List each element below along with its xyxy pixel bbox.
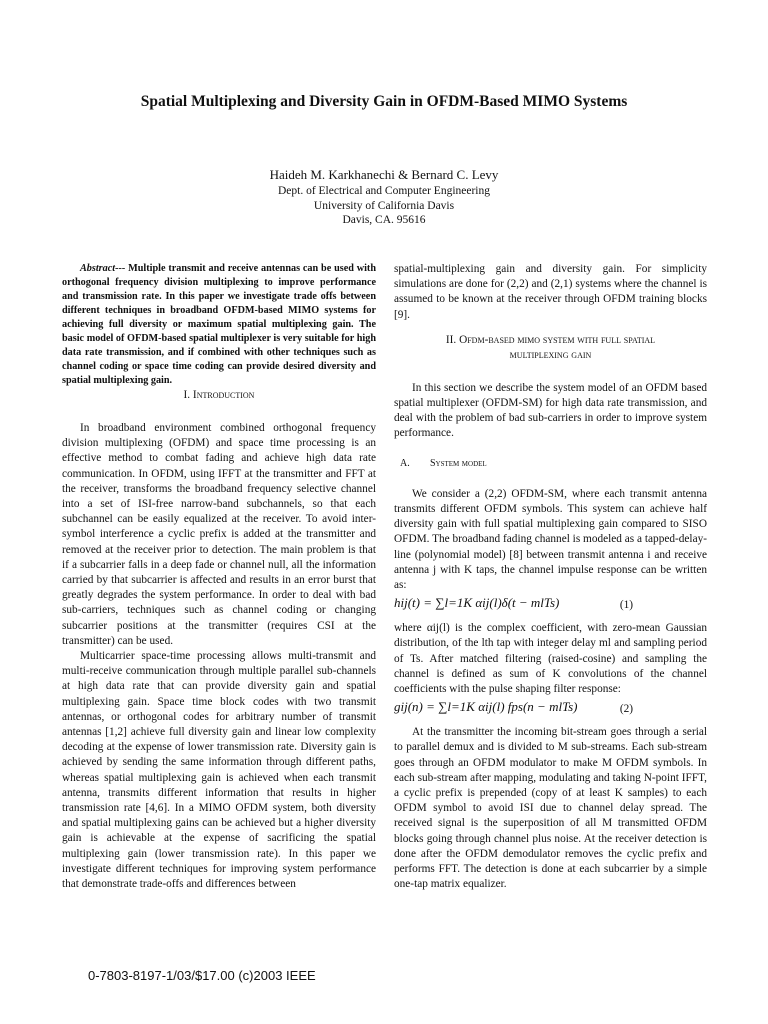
author-list: Haideh M. Karkhanechi & Bernard C. Levy [269, 167, 499, 182]
abstract-body: Multiple transmit and receive antennas can be used with orthogonal frequency division multiplexing to improve performance and transmission rate. In this paper we investigate trade offs between different techniques in broadband OFDM-based MIMO systems for achieving full diversity or maximum spatial multiplexing gain. The basic model of OFDM-based spatial multiplexer is very suitable for high data rate transmission, and if combined with other techniques such as channel coding or space time coding can provide desired diversity and spatial multiplexing gain. [62, 263, 376, 386]
equation-1-number: (1) [619, 599, 633, 612]
equation-2-expression: gij(n) = ∑l=1K αij(l) fps(n − mlTs) [394, 699, 578, 715]
model-paragraph-2: where αij(l) is the complex coefficient, with zero-mean Gaussian distribution, of the lth tap with integer delay ml and sampling period of Ts. After matched filtering (raised-cosine) and sampling the channel is defined as sum of K convolutions of the channel coefficients with the pulse shaping filter response: [394, 622, 707, 696]
section-heading-introduction: I. Introduction [183, 389, 255, 401]
subsection-letter: A. [400, 457, 410, 469]
abstract-lead: Abstract--- [80, 263, 126, 274]
equation-1-expression: hij(t) = ∑l=1K αij(l)δ(t − mlTs) [394, 595, 560, 611]
right-column [394, 262, 707, 893]
intro-paragraph-1: In broadband environment combined orthogonal frequency division multiplexing (OFDM) and space time processing is an effective method to combat fading and achieve high data rate communication. In OFDM, using IFFT at the transmitter and FFT at the receiver, transforms the broadband frequency selective channel into a set of ISI-free narrow-band subchannels, so that each subchannel can be easily equalized at the receiver. To avoid inter-symbol interference a cyclic prefix is added at the transmitter and removed at the receiver prior to detection. The main problem is that if a subcarrier falls in a deep fade or channel null, all the information carried by that subcarrier is affected and results in an error burst that greatly degrades the system performance. In order to deal with bad sub-carriers, techniques such as channel coding or changing subcarrier positions at the transmitter (requires CSI at the transmitter) can be used. [62, 422, 376, 647]
section-heading-system [394, 333, 707, 363]
continued-paragraph: spatial-multiplexing gain and diversity gain. For simplicity simulations are done for (2,2) and (2,1) systems where the channel is assumed to be known at the receiver through OFDM training blocks [9]. [394, 263, 707, 321]
left-column [62, 262, 376, 892]
paper-title: Spatial Multiplexing and Diversity Gain in OFDM-Based MIMO Systems [140, 93, 628, 110]
affiliation-location: Davis, CA. 95616 [342, 214, 426, 226]
intro-paragraph-2: Multicarrier space-time processing allows multi-transmit and multi-receive communication through multiple parallel sub-channels at high data rate that can provide diversity gain and spatial multiplexing gain. Space time block codes with two transmit antennas, or orthogonal codes for arbitrary number of transmit antennas [1,2] achieve full diversity gain and linear low complexity decoding at the expense of lower transmission rate. Diversity gain is achieved by sending the same information through different paths, whereas spatial multiplexing gain is achieved when each transmit antenna, transmits different information that results in higher transmission rate [4,6]. In a MIMO OFDM system, both diversity and spatial multiplexing gains can be achieved but a higher diversity gain is achievable at the expense of sacrificing the spatial multiplexing gain (lower transmission rate). In this paper we investigate different techniques for improving system performance that demonstrate trade-offs and differences between [62, 650, 376, 891]
equation-2-number: (2) [619, 703, 633, 716]
model-paragraph-1: We consider a (2,2) OFDM-SM, where each transmit antenna transmits different OFDM symbols. This system can achieve half diversity gain with full spatial multiplexing gain compared to SISO OFDM. The broadband fading channel is modeled as a tapped-delay-line (polynomial model) [8] between transmit antenna i and receive antenna j with K taps, the channel impulse response can be written as: [394, 487, 707, 592]
abstract [62, 262, 376, 388]
section-heading-line-2: multiplexing gain [509, 348, 592, 361]
copyright-footer: 0-7803-8197-1/03/$17.00 (c)2003 IEEE [88, 968, 316, 983]
section2-paragraph: In this section we describe the system model of an OFDM based spatial multiplexer (OFDM-SM) for high data rate transmission, and deal with the problem of bad sub-carriers in order to improve system performance. [394, 381, 707, 440]
subsection-heading [394, 456, 707, 471]
subsection-title: System model [430, 457, 487, 469]
affiliation [40, 184, 728, 228]
equation-2 [394, 699, 707, 721]
model-paragraph-3: At the transmitter the incoming bit-stream goes through a serial to parallel demux and is divided to M sub-streams. Each sub-stream goes through an OFDM modulator to make M OFDM symbols. In each sub-stream after mapping, modulating and taking N-point IFFT, a cyclic prefix is prepended (copy of at least K samples) to each OFDM symbol to avoid ISI due to channel delay spread. The received signal is the superposition of all M transmitted OFDM blocks going through channel plus noise. At the receiver detection is done after the OFDM demodulator removes the cyclic prefix and performs FFT. The detection is done at each subcarrier by a simple one-tap matrix equalizer. [394, 726, 707, 891]
equation-1 [394, 595, 707, 617]
affiliation-dept: Dept. of Electrical and Computer Engineering [277, 185, 491, 197]
section-heading-line-1: II. Ofdm-based mimo system with full spatial [445, 333, 656, 346]
affiliation-university: University of California Davis [313, 199, 455, 212]
